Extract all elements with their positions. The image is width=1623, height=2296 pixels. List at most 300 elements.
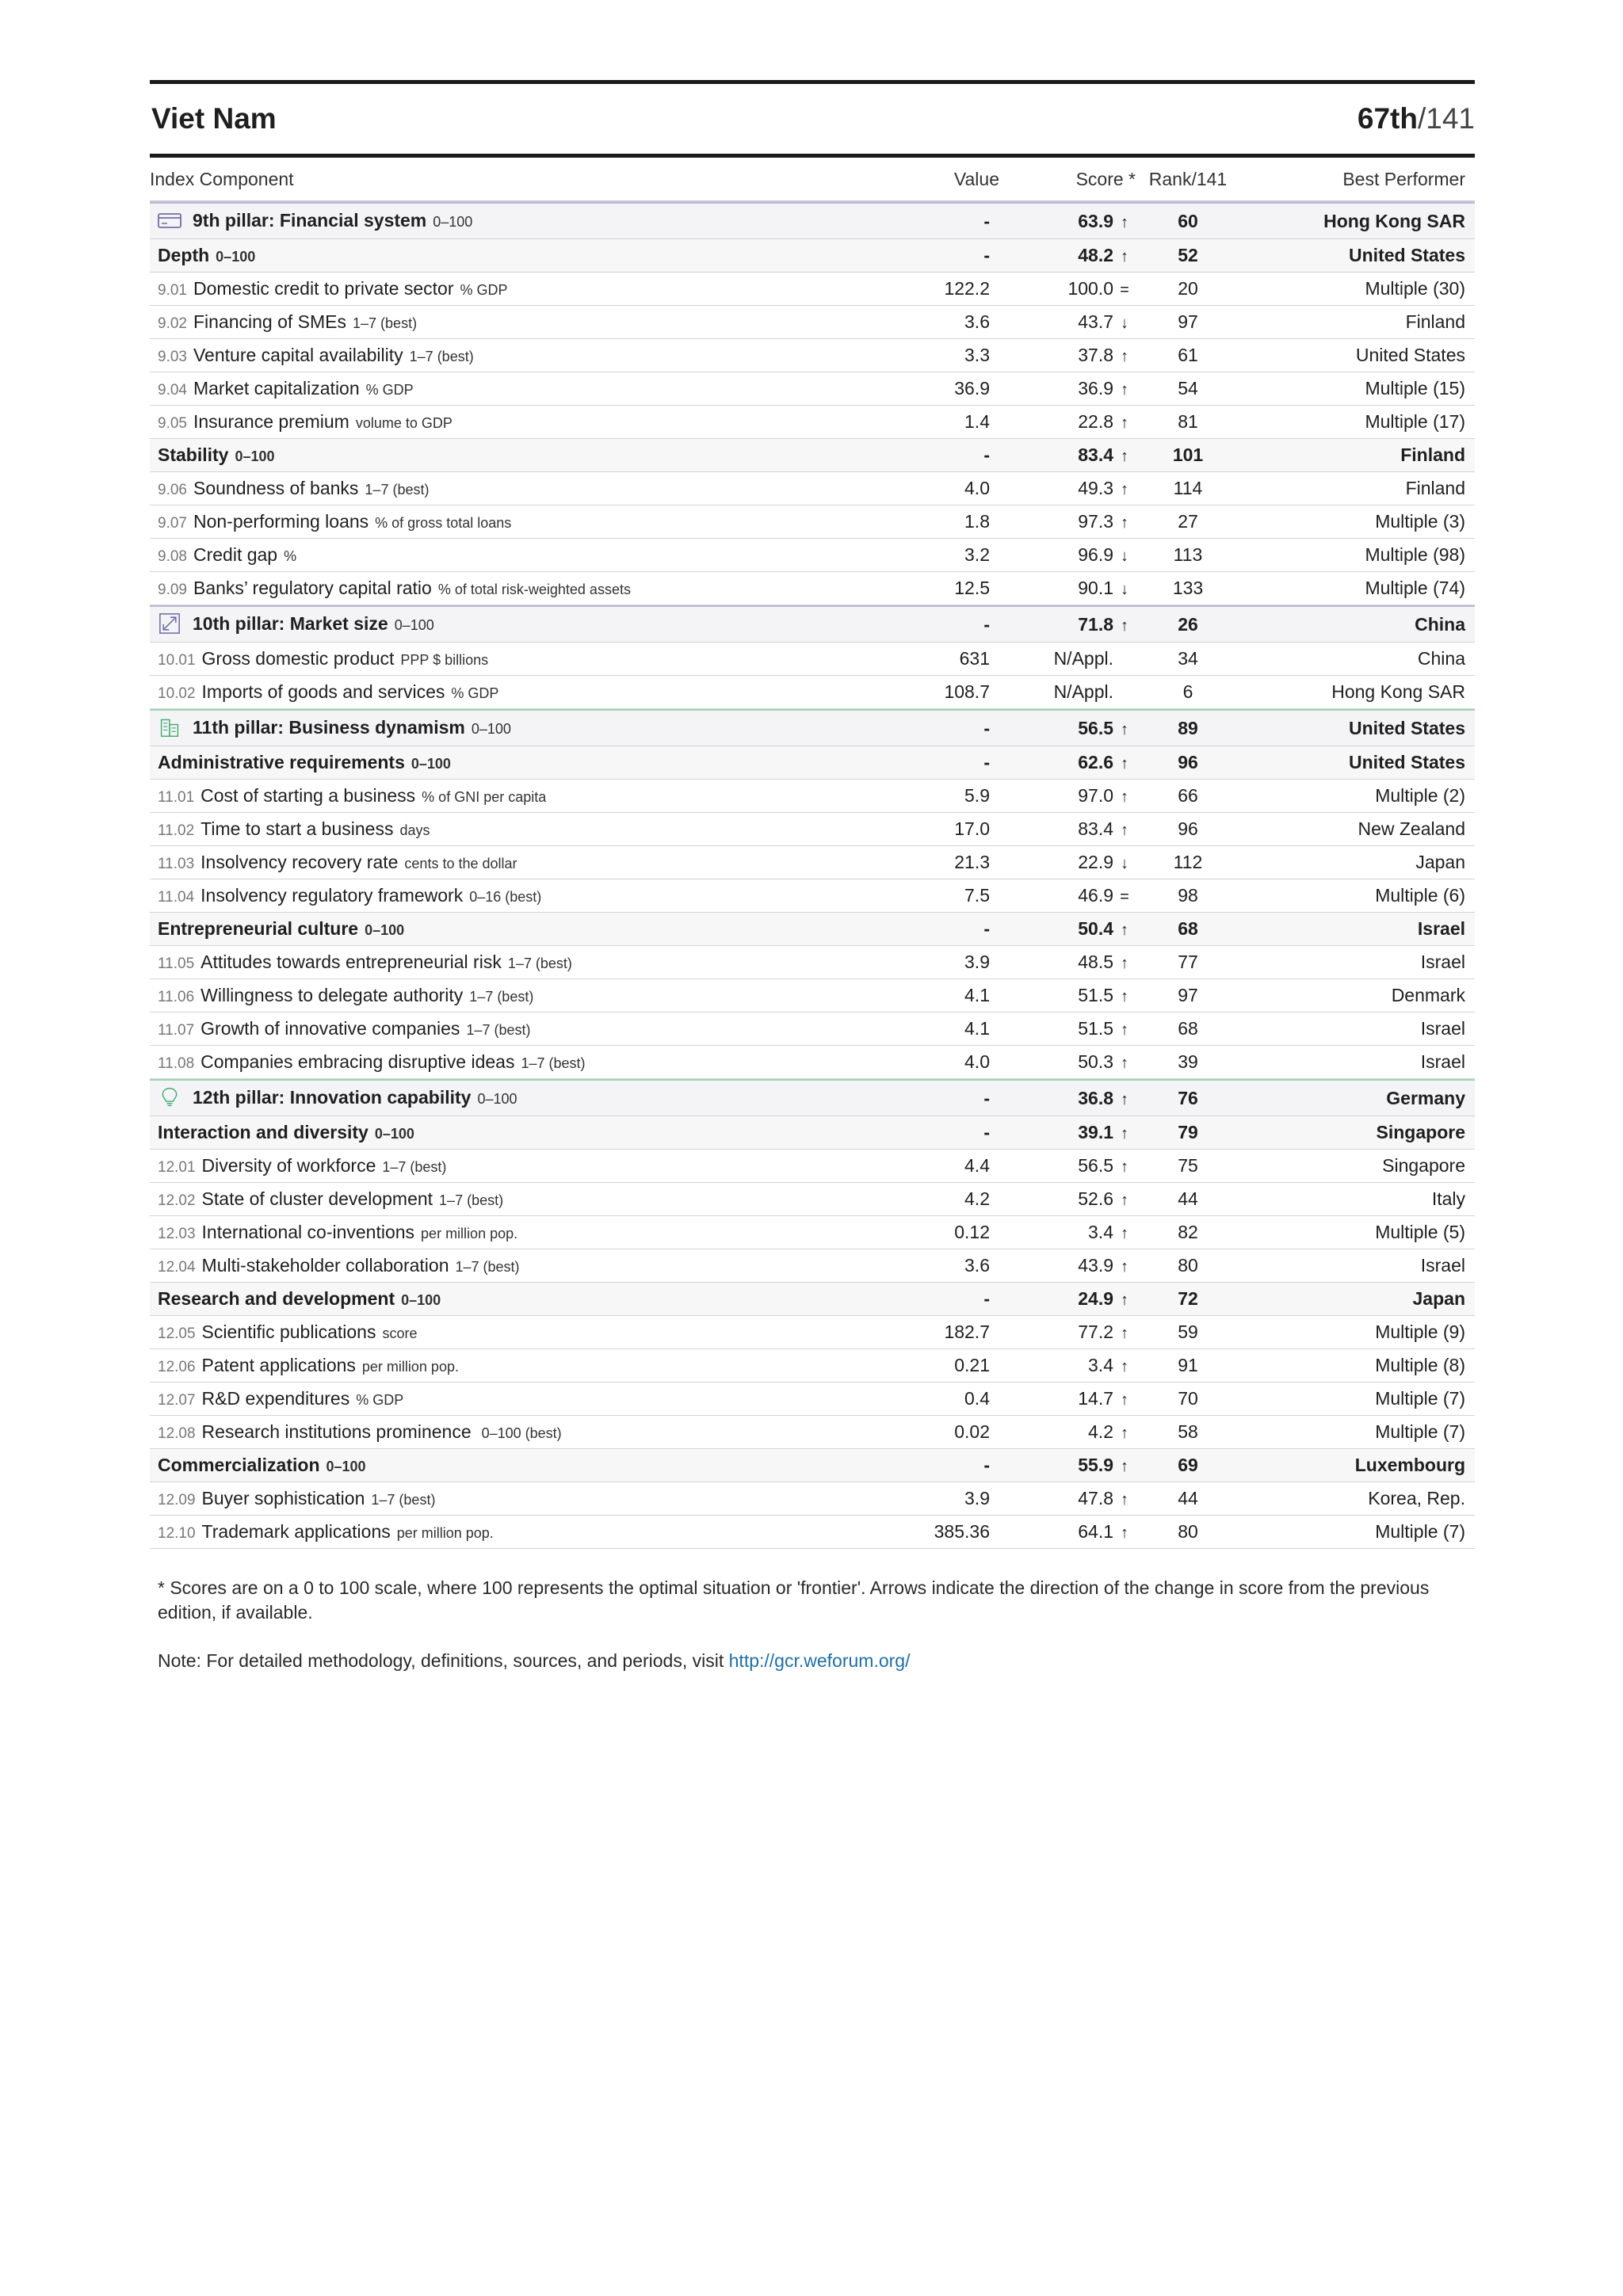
- change-arrow-icon: ↑: [1121, 955, 1128, 972]
- component-cell: [150, 444, 883, 466]
- component-unit: % GDP: [356, 1392, 404, 1408]
- component-name: Administrative requirements: [158, 752, 405, 772]
- col-score: Score *: [1075, 168, 1136, 189]
- score-cell: [1009, 648, 1140, 669]
- score-value: 49.3: [1078, 478, 1113, 498]
- component-name: Growth of innovative companies: [200, 1018, 460, 1039]
- component-cell: [150, 1222, 883, 1243]
- best-performer-cell: Multiple (15): [1365, 378, 1465, 399]
- rank-cell: 80: [1178, 1521, 1198, 1542]
- component-name: Domestic credit to private sector: [193, 278, 454, 299]
- component-unit: 1–7 (best): [365, 482, 430, 498]
- indicator-code: 11.03: [158, 856, 195, 872]
- score-value: 22.8: [1078, 411, 1113, 432]
- rank-cell: 70: [1178, 1388, 1198, 1409]
- score-cell: [1009, 1421, 1140, 1443]
- change-arrow-icon: ↑: [1121, 1021, 1128, 1039]
- value-cell: 3.6: [964, 311, 990, 332]
- rank-cell: 80: [1178, 1255, 1198, 1276]
- component-name: Time to start a business: [200, 818, 394, 839]
- rank-cell: 114: [1173, 478, 1203, 498]
- change-arrow-icon: ↑: [1121, 1524, 1128, 1542]
- indicator-row: [150, 1150, 1475, 1183]
- rank-cell: 97: [1178, 311, 1198, 332]
- rank-cell: 68: [1178, 918, 1198, 939]
- change-arrow-icon: ↑: [1121, 514, 1128, 532]
- score-value: 64.1: [1078, 1521, 1113, 1542]
- pillar-row: [150, 605, 1475, 643]
- component-cell: [150, 345, 883, 366]
- score-value: 56.5: [1078, 717, 1113, 738]
- value-cell: -: [983, 752, 990, 772]
- indicator-row: [150, 306, 1475, 339]
- component-unit: % of gross total loans: [375, 515, 512, 531]
- component-name: Research and development: [158, 1288, 395, 1309]
- change-arrow-icon: ↑: [1121, 1125, 1128, 1142]
- component-cell: [150, 752, 883, 773]
- best-performer-cell: Japan: [1415, 852, 1465, 872]
- component-unit: % GDP: [365, 382, 414, 398]
- best-performer-cell: Korea, Rep.: [1368, 1488, 1465, 1508]
- value-cell: 17.0: [954, 818, 990, 839]
- best-performer-cell: Finland: [1405, 311, 1465, 332]
- rank-cell: 60: [1178, 210, 1198, 231]
- component-unit: per million pop.: [421, 1226, 518, 1241]
- best-performer-cell: Multiple (7): [1375, 1388, 1465, 1409]
- rank-total: /141: [1417, 102, 1475, 135]
- best-performer-cell: Israel: [1420, 1018, 1465, 1039]
- indicator-row: [150, 1046, 1475, 1079]
- indicator-row: [150, 1013, 1475, 1046]
- score-cell: [1009, 544, 1140, 566]
- score-cell: [1009, 345, 1140, 366]
- best-performer-cell: Japan: [1412, 1288, 1465, 1309]
- value-cell: 5.9: [964, 785, 990, 806]
- change-arrow-icon: ↑: [1121, 616, 1128, 635]
- indicator-row: [150, 813, 1475, 846]
- component-name: Trademark applications: [201, 1521, 391, 1542]
- rank-cell: 101: [1172, 444, 1204, 465]
- score-cell: [1009, 1088, 1140, 1109]
- component-cell: [150, 278, 883, 299]
- component-name: Banks’ regulatory capital ratio: [193, 578, 432, 598]
- best-performer-cell: United States: [1349, 752, 1465, 772]
- change-arrow-icon: ↑: [1121, 822, 1128, 839]
- best-performer-cell: United States: [1349, 245, 1465, 265]
- score-cell: [1009, 411, 1140, 433]
- change-arrow-icon: ↑: [1121, 1192, 1128, 1209]
- score-cell: [1009, 952, 1140, 973]
- component-unit: 0–100: [365, 922, 405, 938]
- component-cell: [150, 1388, 883, 1409]
- best-performer-cell: Israel: [1420, 1255, 1465, 1276]
- component-unit: 1–7 (best): [507, 955, 572, 971]
- component-unit: 0–100: [216, 249, 256, 265]
- indicator-row: [150, 472, 1475, 505]
- rank-cell: 68: [1178, 1018, 1198, 1039]
- rank-cell: 97: [1178, 985, 1198, 1005]
- score-value: 63.9: [1078, 210, 1113, 231]
- change-arrow-icon: =: [1120, 888, 1129, 906]
- component-unit: 1–7 (best): [439, 1192, 504, 1208]
- change-arrow-icon: ↑: [1121, 788, 1128, 806]
- best-performer-cell: Singapore: [1376, 1122, 1465, 1142]
- score-value: 71.8: [1078, 613, 1113, 635]
- change-arrow-icon: ↑: [1121, 1291, 1128, 1309]
- rank-cell: 39: [1178, 1051, 1198, 1072]
- country-name: Viet Nam: [151, 102, 277, 135]
- change-arrow-icon: ↑: [1121, 1258, 1128, 1276]
- indicator-row: [150, 406, 1475, 439]
- indicator-row: [150, 1416, 1475, 1449]
- score-value: 22.9: [1078, 852, 1113, 872]
- indicator-code: 12.03: [158, 1226, 196, 1242]
- indicator-row: [150, 643, 1475, 676]
- score-cell: [1009, 1188, 1140, 1210]
- indicator-code: 12.10: [158, 1525, 196, 1542]
- change-arrow-icon: ↑: [1121, 1391, 1128, 1409]
- component-name: Imports of goods and services: [201, 681, 445, 702]
- best-performer-cell: Finland: [1400, 444, 1465, 465]
- score-cell: [1009, 818, 1140, 840]
- indicator-code: 12.06: [158, 1359, 196, 1375]
- component-unit: % GDP: [451, 685, 499, 701]
- best-performer-cell: Multiple (74): [1365, 578, 1465, 598]
- component-cell: [150, 245, 883, 266]
- index-table: [150, 202, 1475, 1549]
- component-unit: 1–7 (best): [409, 349, 474, 364]
- indicator-code: 12.09: [158, 1492, 196, 1508]
- component-cell: [150, 1122, 883, 1143]
- component-cell: [150, 378, 883, 399]
- buildings-icon: [158, 717, 181, 738]
- indicator-row: [150, 1349, 1475, 1383]
- component-cell: [150, 918, 883, 940]
- change-arrow-icon: ↑: [1121, 1325, 1128, 1342]
- rank-cell: 79: [1178, 1122, 1198, 1142]
- score-value: 51.5: [1078, 1018, 1113, 1039]
- value-cell: 7.5: [964, 885, 990, 906]
- score-value: 62.6: [1078, 752, 1113, 772]
- indicator-row: [150, 1516, 1475, 1549]
- component-cell: [150, 717, 883, 739]
- rank-cell: 112: [1173, 852, 1203, 872]
- change-arrow-icon: ↑: [1121, 1090, 1128, 1108]
- component-cell: [150, 818, 883, 840]
- rank-cell: 52: [1178, 245, 1198, 265]
- change-arrow-icon: ↓: [1121, 547, 1128, 565]
- value-cell: 4.0: [964, 1051, 990, 1072]
- score-cell: [1009, 918, 1140, 940]
- score-value: N/Appl.: [1053, 681, 1113, 702]
- best-performer-cell: Hong Kong SAR: [1323, 210, 1465, 231]
- score-cell: [1009, 1388, 1140, 1409]
- component-unit: 0–100: [374, 1126, 414, 1142]
- subpillar-row: [150, 1283, 1475, 1316]
- score-cell: [1009, 985, 1140, 1006]
- indicator-row: [150, 539, 1475, 572]
- indicator-code: 11.01: [158, 789, 195, 806]
- score-cell: [1009, 478, 1140, 499]
- subpillar-row: [150, 746, 1475, 780]
- score-cell: [1009, 1018, 1140, 1039]
- indicator-code: 12.04: [158, 1259, 196, 1276]
- component-cell: [150, 648, 883, 669]
- change-arrow-icon: ↑: [1121, 1491, 1128, 1508]
- value-cell: 385.36: [934, 1521, 990, 1542]
- rank-cell: 61: [1178, 345, 1198, 365]
- score-value: 39.1: [1078, 1122, 1113, 1142]
- score-cell: [1009, 211, 1140, 232]
- best-performer-cell: China: [1415, 613, 1465, 635]
- score-value: 83.4: [1078, 818, 1113, 839]
- value-cell: 3.2: [964, 544, 990, 565]
- component-cell: [150, 210, 883, 232]
- value-cell: -: [983, 918, 990, 939]
- component-name: Interaction and diversity: [158, 1122, 369, 1142]
- col-rank: Rank/141: [1148, 168, 1228, 189]
- rank-value: 67th: [1357, 102, 1418, 135]
- score-cell: [1009, 444, 1140, 466]
- component-name: Non-performing loans: [193, 511, 369, 532]
- score-value: 24.9: [1078, 1288, 1113, 1309]
- component-unit: per million pop.: [361, 1359, 459, 1375]
- value-cell: -: [983, 613, 990, 635]
- component-unit: 1–7 (best): [455, 1259, 520, 1275]
- score-value: 56.5: [1078, 1155, 1113, 1176]
- score-value: 4.2: [1088, 1421, 1113, 1442]
- score-cell: [1009, 245, 1140, 266]
- component-unit: 0–100: [433, 214, 473, 231]
- component-unit: 1–7 (best): [382, 1159, 447, 1175]
- best-performer-cell: Israel: [1417, 918, 1465, 939]
- value-cell: 122.2: [944, 278, 990, 299]
- value-cell: 21.3: [954, 852, 990, 872]
- country-header: [150, 84, 1475, 154]
- component-unit: 0–100: [411, 756, 451, 772]
- change-arrow-icon: ↑: [1121, 348, 1128, 365]
- component-cell: [150, 544, 883, 566]
- best-performer-cell: Italy: [1431, 1188, 1465, 1209]
- score-cell: [1009, 885, 1140, 906]
- rank-cell: 98: [1178, 885, 1198, 906]
- score-value: 47.8: [1078, 1488, 1113, 1508]
- best-performer-cell: Multiple (3): [1375, 511, 1465, 532]
- component-name: Entrepreneurial culture: [158, 918, 359, 939]
- score-value: 90.1: [1078, 578, 1113, 598]
- score-value: N/Appl.: [1053, 648, 1113, 669]
- score-cell: [1009, 1322, 1140, 1343]
- score-value: 14.7: [1078, 1388, 1113, 1409]
- component-unit: 0–100: [235, 448, 275, 464]
- score-cell: [1009, 1288, 1140, 1310]
- indicator-row: [150, 273, 1475, 306]
- rank-cell: 113: [1173, 544, 1203, 565]
- rank-cell: 76: [1178, 1087, 1198, 1108]
- value-cell: -: [983, 1288, 990, 1309]
- score-value: 50.4: [1078, 918, 1113, 939]
- score-cell: [1009, 1155, 1140, 1177]
- value-cell: -: [983, 1455, 990, 1475]
- score-value: 3.4: [1088, 1222, 1113, 1242]
- best-performer-cell: Multiple (30): [1365, 278, 1465, 299]
- component-cell: [150, 1255, 883, 1276]
- score-value: 36.8: [1078, 1087, 1113, 1108]
- component-cell: [150, 1051, 883, 1073]
- rank-cell: 58: [1178, 1421, 1198, 1442]
- component-cell: [150, 785, 883, 807]
- indicator-code: 11.04: [158, 889, 195, 906]
- rank-cell: 82: [1178, 1222, 1198, 1242]
- value-cell: 36.9: [954, 378, 990, 399]
- indicator-code: 11.05: [158, 955, 195, 972]
- value-cell: -: [983, 245, 990, 265]
- best-performer-cell: Multiple (6): [1375, 885, 1465, 906]
- component-name: 11th pillar: Business dynamism: [193, 717, 465, 738]
- component-unit: % of GNI per capita: [422, 789, 547, 805]
- component-name: Insurance premium: [193, 411, 349, 432]
- component-unit: 1–7 (best): [521, 1055, 586, 1071]
- score-value: 37.8: [1078, 345, 1113, 365]
- indicator-code: 9.07: [158, 515, 187, 532]
- indicator-row: [150, 1183, 1475, 1216]
- best-performer-cell: Multiple (7): [1375, 1521, 1465, 1542]
- component-cell: [150, 613, 883, 635]
- col-component: Index Component: [150, 168, 294, 189]
- score-value: 97.3: [1078, 511, 1113, 532]
- component-unit: volume to GDP: [355, 415, 453, 431]
- component-unit: days: [399, 822, 430, 838]
- indicator-code: 10.02: [158, 685, 196, 702]
- score-cell: [1009, 278, 1140, 299]
- component-name: Venture capital availability: [193, 345, 403, 365]
- change-arrow-icon: ↑: [1121, 1158, 1128, 1176]
- value-cell: -: [983, 210, 990, 231]
- value-cell: 0.02: [954, 1421, 990, 1442]
- component-name: Insolvency recovery rate: [200, 852, 399, 872]
- change-arrow-icon: =: [1120, 281, 1129, 299]
- indicator-row: [150, 572, 1475, 605]
- component-name: Patent applications: [201, 1355, 356, 1375]
- score-value: 97.0: [1078, 785, 1113, 806]
- indicator-row: [150, 946, 1475, 979]
- value-cell: -: [983, 1122, 990, 1142]
- value-cell: 4.1: [964, 985, 990, 1005]
- value-cell: 3.6: [964, 1255, 990, 1276]
- overall-rank: [1358, 102, 1475, 135]
- value-cell: 4.2: [964, 1188, 990, 1209]
- indicator-code: 9.05: [158, 415, 187, 432]
- component-cell: [150, 1322, 883, 1343]
- component-cell: [150, 311, 883, 333]
- rank-cell: 96: [1178, 752, 1198, 772]
- lightbulb-icon: [158, 1087, 181, 1108]
- weforum-link[interactable]: http://gcr.weforum.org/: [728, 1650, 911, 1671]
- component-cell: [150, 952, 883, 973]
- score-value: 96.9: [1078, 544, 1113, 565]
- component-unit: 0–100: [471, 721, 511, 738]
- value-cell: 4.1: [964, 1018, 990, 1039]
- component-name: Willingness to delegate authority: [200, 985, 464, 1005]
- component-unit: cents to the dollar: [404, 856, 517, 871]
- score-cell: [1009, 1355, 1140, 1376]
- indicator-code: 9.02: [158, 315, 187, 332]
- change-arrow-icon: ↑: [1121, 448, 1128, 465]
- col-value: Value: [953, 168, 999, 189]
- component-cell: [150, 852, 883, 873]
- component-name: Diversity of workforce: [201, 1155, 376, 1176]
- component-name: 12th pillar: Innovation capability: [193, 1087, 472, 1108]
- indicator-row: [150, 879, 1475, 913]
- rank-cell: 89: [1178, 717, 1198, 738]
- indicator-row: [150, 1482, 1475, 1516]
- rank-cell: 75: [1178, 1155, 1198, 1176]
- value-cell: 108.7: [944, 681, 990, 702]
- change-arrow-icon: ↓: [1121, 581, 1128, 598]
- score-value: 51.5: [1078, 985, 1113, 1005]
- component-unit: 0–100: [401, 1292, 441, 1308]
- component-cell: [150, 1018, 883, 1039]
- score-cell: [1009, 1488, 1140, 1509]
- indicator-code: 9.09: [158, 582, 187, 598]
- indicator-code: 11.06: [158, 989, 195, 1005]
- score-cell: [1009, 785, 1140, 807]
- score-value: 3.4: [1088, 1355, 1113, 1375]
- best-performer-cell: Multiple (98): [1365, 544, 1465, 565]
- indicator-row: [150, 1216, 1475, 1249]
- rank-cell: 54: [1178, 378, 1198, 399]
- component-cell: [150, 681, 883, 703]
- indicator-code: 9.03: [158, 349, 187, 365]
- score-value: 46.9: [1078, 885, 1113, 906]
- score-value: 43.7: [1078, 311, 1113, 332]
- score-value: 52.6: [1078, 1188, 1113, 1209]
- expand-arrows-icon: [158, 613, 181, 634]
- subpillar-row: [150, 913, 1475, 946]
- component-cell: [150, 1188, 883, 1210]
- component-cell: [150, 1288, 883, 1310]
- score-value: 83.4: [1078, 444, 1113, 465]
- indicator-row: [150, 1316, 1475, 1349]
- score-cell: [1009, 1255, 1140, 1276]
- best-performer-cell: United States: [1349, 717, 1465, 738]
- rank-cell: 27: [1178, 511, 1198, 532]
- indicator-code: 12.08: [158, 1425, 196, 1442]
- component-unit: per million pop.: [396, 1525, 494, 1541]
- component-unit: %: [284, 548, 297, 564]
- value-cell: 4.4: [964, 1155, 990, 1176]
- score-cell: [1009, 752, 1140, 773]
- value-cell: -: [983, 444, 990, 465]
- indicator-code: 11.08: [158, 1055, 195, 1072]
- table-header: [150, 158, 1475, 202]
- rank-cell: 69: [1178, 1455, 1198, 1475]
- indicator-row: [150, 1249, 1475, 1283]
- component-name: 9th pillar: Financial system: [193, 210, 427, 231]
- indicator-code: 12.05: [158, 1325, 196, 1342]
- rank-cell: 66: [1178, 785, 1198, 806]
- component-name: Credit gap: [193, 544, 278, 565]
- component-unit: % of total risk-weighted assets: [437, 582, 631, 597]
- component-cell: [150, 985, 883, 1006]
- value-cell: 0.12: [954, 1222, 990, 1242]
- component-cell: [150, 885, 883, 906]
- component-cell: [150, 1155, 883, 1177]
- component-name: Soundness of banks: [193, 478, 359, 498]
- value-cell: -: [983, 1087, 990, 1108]
- change-arrow-icon: ↑: [1121, 921, 1128, 939]
- change-arrow-icon: ↑: [1121, 1055, 1128, 1072]
